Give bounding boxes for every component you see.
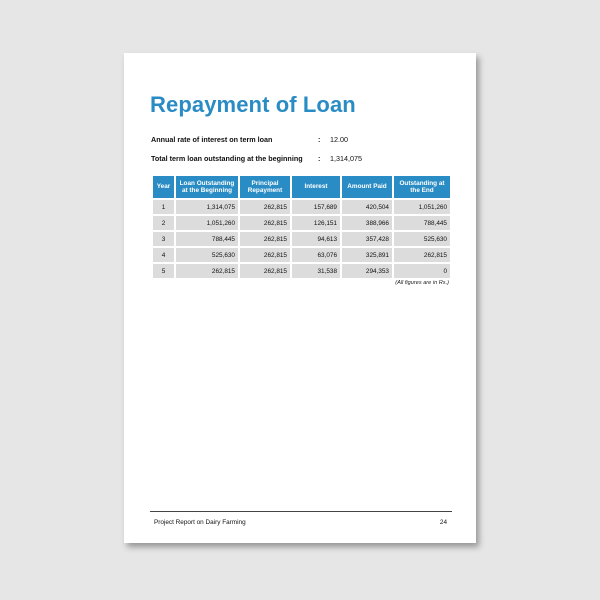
cell-principal: 262,815 [240,248,290,262]
cell-principal: 262,815 [240,264,290,278]
footer-report-title: Project Report on Dairy Farming [154,519,246,526]
cell-year: 4 [153,248,174,262]
cell-year: 2 [153,216,174,230]
cell-amount-paid: 294,353 [342,264,392,278]
interest-rate-value: 12.00 [330,135,348,144]
cell-outstanding-end: 1,051,260 [394,200,450,214]
table-row [153,264,450,278]
table-row [153,248,450,262]
cell-principal: 262,815 [240,200,290,214]
cell-loan-beginning: 1,051,260 [176,216,238,230]
cell-principal: 262,815 [240,232,290,246]
document-page [124,53,476,543]
interest-rate-row [151,135,451,147]
cell-outstanding-end: 262,815 [394,248,450,262]
table-row [153,232,450,246]
cell-interest: 126,151 [292,216,340,230]
total-loan-row [151,154,451,166]
page-title: Repayment of Loan [150,92,356,117]
total-loan-value: 1,314,075 [330,154,362,163]
cell-outstanding-end: 788,445 [394,216,450,230]
cell-outstanding-end: 0 [394,264,450,278]
cell-interest: 31,538 [292,264,340,278]
figures-footnote: (All figures are in Rs.) [395,280,449,286]
cell-amount-paid: 357,428 [342,232,392,246]
footer-divider [150,511,452,512]
table-row [153,216,450,230]
header-year: Year [153,176,174,198]
cell-loan-beginning: 788,445 [176,232,238,246]
total-loan-colon: : [318,154,321,163]
header-outstanding-end: Outstanding at the End [394,176,450,198]
cell-principal: 262,815 [240,216,290,230]
header-interest: Interest [292,176,340,198]
page-number: 24 [439,519,447,526]
repayment-table [151,174,452,280]
header-principal-repayment: Principal Repayment [240,176,290,198]
cell-interest: 157,689 [292,200,340,214]
table-header-row [153,176,450,198]
cell-amount-paid: 325,891 [342,248,392,262]
cell-loan-beginning: 1,314,075 [176,200,238,214]
cell-outstanding-end: 525,630 [394,232,450,246]
cell-year: 5 [153,264,174,278]
total-loan-label: Total term loan outstanding at the beginning [151,154,303,163]
cell-year: 3 [153,232,174,246]
header-amount-paid: Amount Paid [342,176,392,198]
cell-loan-beginning: 262,815 [176,264,238,278]
cell-amount-paid: 388,966 [342,216,392,230]
cell-interest: 63,076 [292,248,340,262]
cell-amount-paid: 420,504 [342,200,392,214]
table-row [153,200,450,214]
cell-year: 1 [153,200,174,214]
cell-loan-beginning: 525,630 [176,248,238,262]
header-loan-outstanding-beginning: Loan Outstanding at the Beginning [176,176,238,198]
interest-rate-colon: : [318,135,321,144]
cell-interest: 94,613 [292,232,340,246]
interest-rate-label: Annual rate of interest on term loan [151,135,273,144]
